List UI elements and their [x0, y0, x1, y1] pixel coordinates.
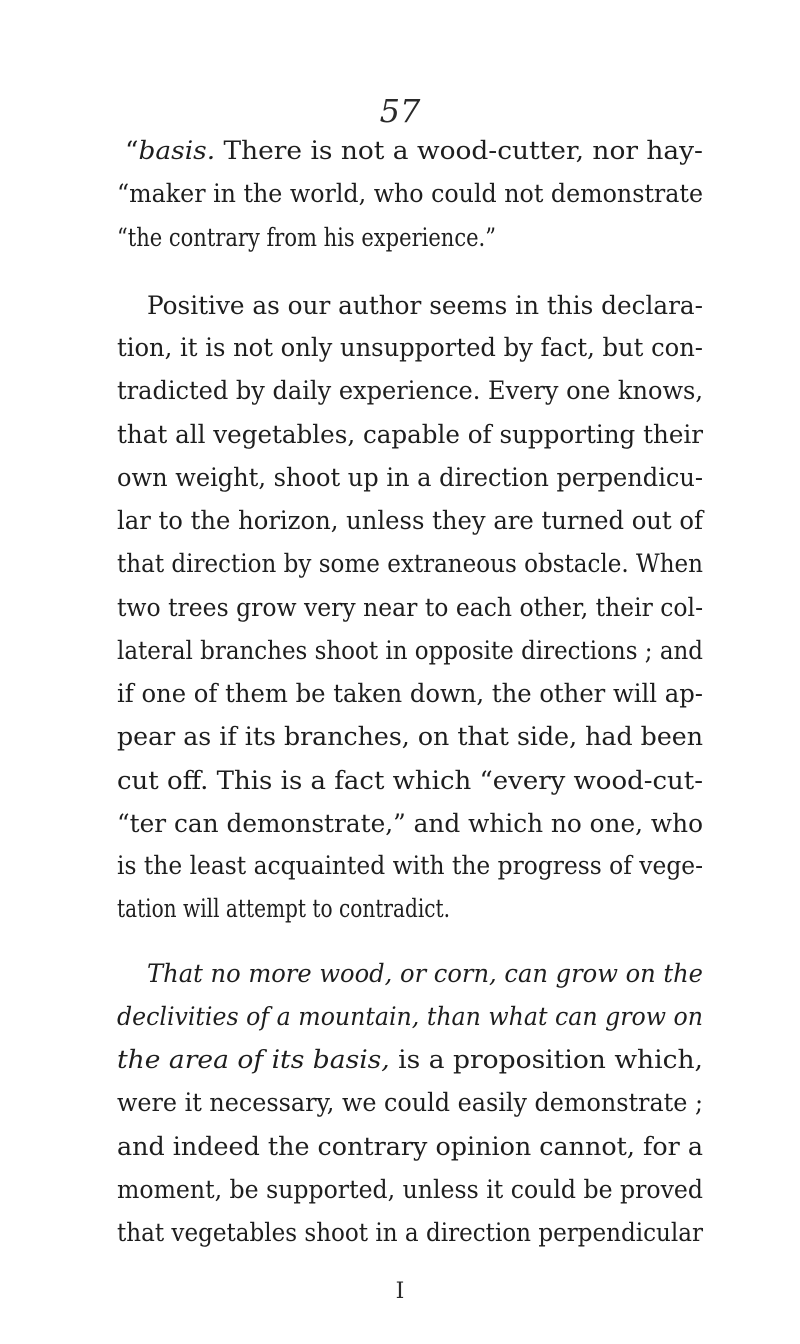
text-line — [117, 333, 703, 363]
text-line — [117, 376, 703, 406]
text-line — [125, 138, 703, 163]
text-segment: “ — [125, 136, 139, 165]
text-line — [117, 592, 703, 622]
text-line — [117, 1174, 703, 1204]
text-segment: two trees grow very near to each other, their col- — [117, 592, 703, 622]
text-line — [117, 808, 703, 838]
text-line — [117, 722, 704, 752]
text-line — [117, 419, 703, 449]
text-segment: pear as if its branches, on that side, had been — [117, 722, 704, 752]
italic-text: That no more wood, or corn, can grow on the — [147, 958, 703, 988]
text-line — [117, 765, 703, 795]
text-segment: lateral branches shoot in opposite directions ; and — [117, 635, 703, 665]
text-line — [117, 506, 703, 536]
text-line — [147, 958, 703, 988]
text-segment: Positive as our author seems in this declara- — [147, 290, 703, 320]
page-number: 57 — [379, 92, 421, 130]
text-segment: moment, be supported, unless it could be proved — [117, 1174, 703, 1204]
text-segment: tradicted by daily experience. Every one knows, — [117, 376, 703, 406]
text-line — [117, 549, 703, 579]
text-line — [117, 179, 703, 209]
text-segment: that vegetables shoot in a direction perpendicular — [117, 1218, 703, 1247]
text-segment: There is not a wood-cutter, nor hay- — [215, 136, 703, 165]
text-line — [117, 1001, 703, 1031]
text-line — [117, 851, 703, 881]
italic-text: basis. — [138, 136, 216, 165]
text-segment: cut off. This is a fact which “every wood-cut- — [117, 765, 703, 795]
text-line — [117, 222, 496, 252]
text-segment: tation will attempt to contradict. — [117, 894, 450, 924]
text-line — [117, 462, 703, 492]
text-line — [117, 1131, 703, 1161]
text-segment: is the least acquainted with the progress of vege- — [117, 851, 703, 881]
text-segment: tion, it is not only unsupported by fact, but con- — [117, 333, 703, 363]
text-segment: lar to the horizon, unless they are turned out of — [117, 506, 703, 536]
signature-mark: I — [395, 1279, 405, 1304]
text-segment: and indeed the contrary opinion cannot, for a — [117, 1131, 703, 1161]
text-line — [117, 635, 703, 665]
text-segment: that direction by some extraneous obstacle. When — [117, 549, 703, 579]
text-segment: is a proposition which, — [389, 1045, 704, 1074]
text-line — [117, 894, 450, 924]
text-segment: “maker in the world, who could not demonstrate — [117, 179, 703, 209]
text-segment: were it necessary, we could easily demonstrate ; — [117, 1088, 703, 1118]
italic-text: the area of its basis, — [117, 1045, 390, 1074]
text-line — [117, 1088, 703, 1118]
text-segment: own weight, shoot up in a direction perpendicu- — [117, 462, 703, 492]
text-line — [117, 679, 703, 709]
text-segment: “the contrary from his experience.” — [117, 222, 496, 252]
text-line — [117, 1047, 703, 1072]
text-segment: that all vegetables, capable of supporting their — [117, 419, 703, 449]
text-line — [147, 290, 703, 320]
text-segment: if one of them be taken down, the other will ap- — [117, 679, 703, 709]
italic-text: declivities of a mountain, than what can grow on — [117, 1001, 703, 1031]
text-segment: “ter can demonstrate,” and which no one, who — [117, 808, 703, 838]
text-line — [117, 1220, 703, 1245]
